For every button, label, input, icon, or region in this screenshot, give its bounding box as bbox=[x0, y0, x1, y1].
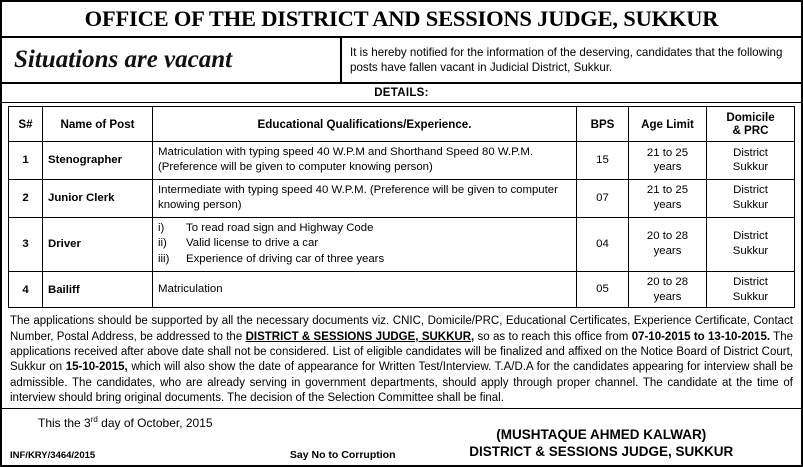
vacant-heading-cell bbox=[2, 38, 342, 82]
row-domicile-line1: District bbox=[733, 275, 768, 288]
row-age-line1: 20 to 28 bbox=[646, 275, 689, 288]
row-qualification: Intermediate with typing speed 40 W.P.M. (Preference will be given to computer knowing person) bbox=[153, 179, 577, 217]
row-age bbox=[629, 271, 707, 308]
list-item bbox=[158, 252, 571, 268]
col-header-bps: BPS bbox=[577, 107, 629, 142]
col-header-domicile-line2: & PRC bbox=[732, 124, 769, 137]
list-marker: iii) bbox=[158, 253, 170, 266]
row-domicile-line1: District bbox=[733, 184, 768, 197]
list-marker: i) bbox=[158, 221, 165, 234]
row-post: Stenographer bbox=[43, 142, 153, 180]
table-wrapper bbox=[2, 106, 801, 308]
issue-date bbox=[10, 413, 394, 430]
vacancy-table bbox=[8, 106, 795, 308]
anti-corruption-slogan: Say No to Corruption bbox=[289, 449, 396, 461]
row-age-line2: years bbox=[653, 199, 682, 212]
row-age-line1: 20 to 28 bbox=[646, 230, 689, 243]
row-post: Bailiff bbox=[43, 271, 153, 308]
col-header-domicile bbox=[707, 107, 795, 142]
row-qualification: Matriculation with typing speed 40 W.P.M and Shorthand Speed 80 W.P.M.(Preference will be given to computer knowing person) bbox=[153, 142, 577, 180]
table-row bbox=[9, 142, 795, 180]
row-post: Junior Clerk bbox=[43, 179, 153, 217]
notice-text: It is hereby notified for the information of the deserving, candidates that the following posts have fallen vacant in Judicial District, Sukkur. bbox=[350, 45, 783, 74]
row-age-line2: years bbox=[653, 161, 682, 174]
row-domicile-line1: District bbox=[733, 146, 768, 159]
row-age bbox=[629, 179, 707, 217]
issue-date-suffix: day of October, 2015 bbox=[97, 416, 213, 430]
row-bps: 15 bbox=[577, 142, 629, 180]
banner-row bbox=[2, 38, 801, 84]
qualification-list bbox=[158, 221, 571, 268]
col-header-post: Name of Post bbox=[43, 107, 153, 142]
instructions-part4: which will also show the date of appearance for Written Test/Interview. T.A/D.A for the candidates appearing for interview shall be admissible. The candidates, who are already serving in government departments, should apply through proper channel. The candidate at the time of interview should bring original documents. The decision of the Selection Committee shall be final. bbox=[10, 361, 793, 404]
signature-title: DISTRICT & SESSIONS JUDGE, SUKKUR bbox=[469, 444, 734, 459]
col-header-age: Age Limit bbox=[629, 107, 707, 142]
row-sn: 1 bbox=[9, 142, 43, 180]
row-domicile bbox=[707, 271, 795, 308]
row-age bbox=[629, 142, 707, 180]
row-domicile-line2: Sukkur bbox=[732, 290, 769, 303]
table-row bbox=[9, 271, 795, 308]
addressee: DISTRICT & SESSIONS JUDGE, SUKKUR, bbox=[245, 330, 475, 343]
instructions-part3: The applications received after above date shall not be considered. List of eligible candidates will be finalized and affixed on the Notice Board of District Court, Sukkur on bbox=[10, 330, 793, 374]
instructions-part1: The applications should be supported by all the necessary documents viz. CNIC, Domicile/PRC, Educational Certificates, Experience Certificate, Contact Number, Postal Address, be addressed to the bbox=[10, 315, 793, 343]
row-bps: 04 bbox=[577, 217, 629, 271]
list-text: Valid license to drive a car bbox=[186, 237, 319, 250]
list-item bbox=[158, 221, 571, 237]
row-bps: 07 bbox=[577, 179, 629, 217]
header-bar bbox=[2, 2, 801, 38]
signature-name: (MUSHTAQUE AHMED KALWAR) bbox=[496, 427, 707, 442]
col-header-qualification: Educational Qualifications/Experience. bbox=[153, 107, 577, 142]
row-sn: 2 bbox=[9, 179, 43, 217]
row-qualification bbox=[153, 217, 577, 271]
row-domicile-line2: Sukkur bbox=[732, 245, 769, 258]
row-domicile bbox=[707, 179, 795, 217]
footer-left bbox=[2, 409, 402, 465]
row-sn: 4 bbox=[9, 271, 43, 308]
row-age-line1: 21 to 25 bbox=[646, 184, 689, 197]
row-sn: 3 bbox=[9, 217, 43, 271]
footer-right bbox=[402, 409, 802, 465]
inf-code: INF/KRY/3464/2015 bbox=[10, 450, 96, 461]
notice-cell bbox=[342, 38, 801, 82]
issue-date-prefix: This the 3 bbox=[38, 416, 91, 430]
row-age-line2: years bbox=[653, 290, 682, 303]
row-qualification: Matriculation bbox=[153, 271, 577, 308]
row-domicile-line1: District bbox=[733, 230, 768, 243]
application-dates: 07-10-2015 to 13-10-2015. bbox=[631, 330, 771, 343]
instructions-part2: so as to reach this office from bbox=[474, 330, 632, 343]
table-row bbox=[9, 217, 795, 271]
row-age bbox=[629, 217, 707, 271]
row-post: Driver bbox=[43, 217, 153, 271]
list-text: Experience of driving car of three years bbox=[186, 253, 385, 266]
instructions-paragraph bbox=[2, 308, 801, 406]
details-label: DETAILS: bbox=[374, 87, 429, 99]
row-domicile-line2: Sukkur bbox=[732, 161, 769, 174]
details-bar bbox=[2, 84, 801, 103]
vacant-heading: Situations are vacant bbox=[14, 46, 233, 73]
list-marker: ii) bbox=[158, 237, 167, 250]
list-item bbox=[158, 236, 571, 252]
issue-date-ordinal: rd bbox=[90, 415, 98, 424]
row-domicile bbox=[707, 217, 795, 271]
row-bps: 05 bbox=[577, 271, 629, 308]
row-age-line1: 21 to 25 bbox=[646, 146, 689, 159]
row-age-line2: years bbox=[653, 245, 682, 258]
footer bbox=[2, 408, 801, 465]
table-row bbox=[9, 179, 795, 217]
list-date: 15-10-2015, bbox=[65, 361, 128, 374]
col-header-sn: S# bbox=[9, 107, 43, 142]
table-header-row bbox=[9, 107, 795, 142]
row-domicile bbox=[707, 142, 795, 180]
office-title: OFFICE OF THE DISTRICT AND SESSIONS JUDGE, SUKKUR bbox=[84, 6, 719, 31]
col-header-domicile-line1: Domicile bbox=[726, 111, 775, 124]
row-domicile-line2: Sukkur bbox=[732, 199, 769, 212]
list-text: To read road sign and Highway Code bbox=[186, 221, 374, 234]
